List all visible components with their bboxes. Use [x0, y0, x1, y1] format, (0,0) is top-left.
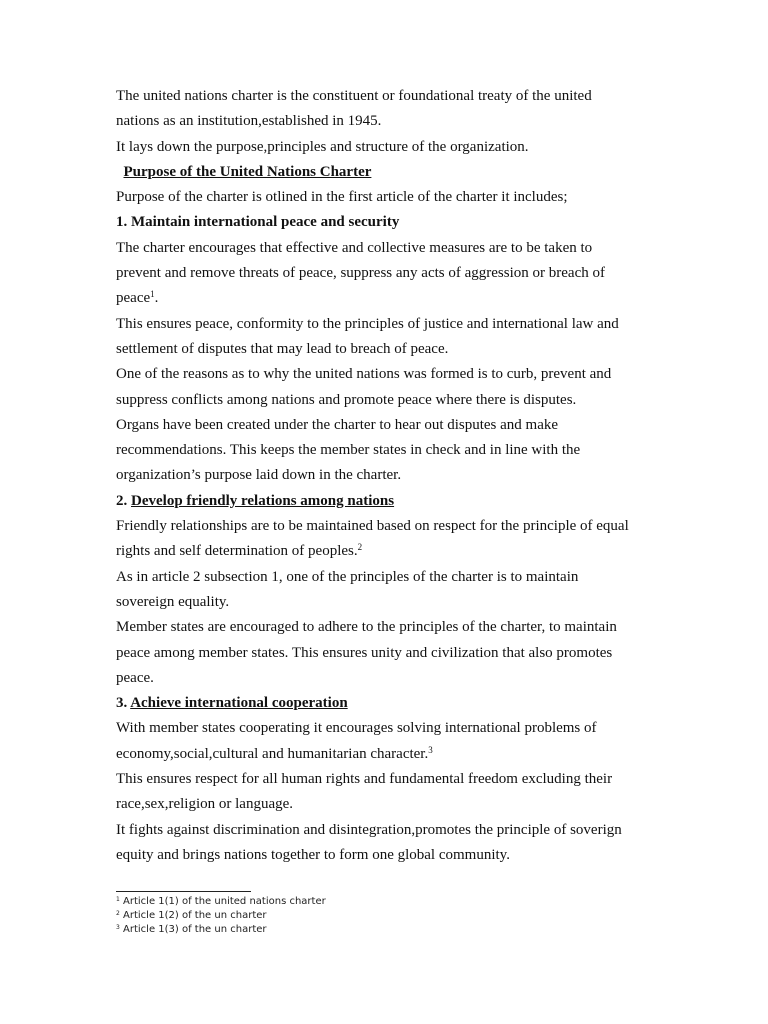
paragraph-line: This ensures respect for all human rights and fundamental freedom excluding their — [116, 771, 613, 788]
paragraph-line: Member states are encouraged to adhere to the principles of the charter, to maintain — [116, 619, 617, 636]
footnote-text: Article 1(2) of the un charter — [123, 910, 267, 921]
paragraph-line: This ensures peace, conformity to the principles of justice and international law and — [116, 315, 619, 332]
purpose-3-title: Achieve international cooperation — [130, 695, 348, 712]
section-intro: Purpose of the charter is otlined in the first article of the charter it includes; — [116, 189, 568, 206]
footnote-item — [116, 909, 326, 923]
footnote-mark: 3 — [116, 924, 120, 931]
paragraph-line: With member states cooperating it encourages solving international problems of — [116, 720, 597, 737]
footnote-ref[interactable]: 1 — [150, 289, 155, 300]
paragraph-line: prevent and remove threats of peace, suppress any acts of aggression or breach of — [116, 265, 605, 282]
footnote-item — [116, 895, 326, 909]
paragraph-line: sovereign equality. — [116, 593, 230, 610]
footnote-mark: 2 — [116, 910, 120, 917]
paragraph-line: Organs have been created under the charter to hear out disputes and make — [116, 416, 559, 433]
purpose-1-number: 1. — [116, 214, 128, 231]
footnote-separator — [116, 891, 251, 892]
intro-line: The united nations charter is the constituent or foundational treaty of the united — [116, 88, 592, 104]
paragraph-line: peace. — [116, 669, 154, 686]
paragraph-line: Friendly relationships are to be maintained based on respect for the principle of equal — [116, 518, 629, 535]
intro-line: It lays down the purpose,principles and structure of the organization. — [116, 138, 529, 155]
document-body — [116, 84, 656, 868]
paragraph-text: . — [154, 290, 159, 307]
footnotes — [116, 895, 326, 937]
paragraph-line — [116, 286, 656, 311]
section-heading — [116, 160, 656, 185]
purpose-1-title: Maintain international peace and security — [131, 214, 400, 231]
footnote-ref[interactable]: 2 — [357, 542, 363, 553]
purpose-1-heading — [116, 210, 656, 235]
paragraph-line: race,sex,religion or language. — [116, 796, 294, 813]
paragraph-line: recommendations. This keeps the member states in check and in line with the — [116, 442, 581, 459]
footnote-text: Article 1(3) of the un charter — [123, 924, 267, 935]
paragraph-line: suppress conflicts among nations and promote peace where there is disputes. — [116, 391, 577, 408]
paragraph-line: It fights against discrimination and disintegration,promotes the principle of soverign — [116, 821, 622, 838]
paragraph-line: As in article 2 subsection 1, one of the principles of the charter is to maintain — [116, 568, 579, 585]
paragraph-line: One of the reasons as to why the united nations was formed is to curb, prevent and — [116, 366, 612, 383]
purpose-3-heading — [116, 691, 656, 716]
paragraph-line — [116, 539, 656, 564]
paragraph-line: The charter encourages that effective and collective measures are to be taken to — [116, 239, 593, 256]
paragraph-text: rights and self determination of peoples. — [116, 543, 358, 560]
footnote-mark: 1 — [116, 896, 120, 903]
paragraph-text: economy,social,cultural and humanitarian character. — [116, 745, 429, 762]
purpose-2-heading — [116, 489, 656, 514]
paragraph-line: peace among member states. This ensures unity and civilization that also promotes — [116, 644, 613, 661]
intro-line: nations as an institution,established in 1945. — [116, 113, 382, 130]
paragraph-line — [116, 742, 656, 767]
section-title: Purpose of the United Nations Charter — [123, 163, 372, 180]
purpose-2-number: 2. — [116, 492, 128, 509]
footnote-item — [116, 923, 326, 937]
purpose-3-number: 3. — [116, 695, 128, 712]
paragraph-text: peace — [116, 290, 151, 307]
footnote-ref[interactable]: 3 — [428, 744, 433, 755]
footnote-text: Article 1(1) of the united nations charter — [123, 896, 326, 907]
paragraph-line: organization’s purpose laid down in the charter. — [116, 467, 402, 484]
paragraph-line: settlement of disputes that may lead to breach of peace. — [116, 340, 449, 357]
paragraph-line: equity and brings nations together to form one global community. — [116, 846, 510, 863]
purpose-2-title: Develop friendly relations among nations — [131, 492, 395, 509]
